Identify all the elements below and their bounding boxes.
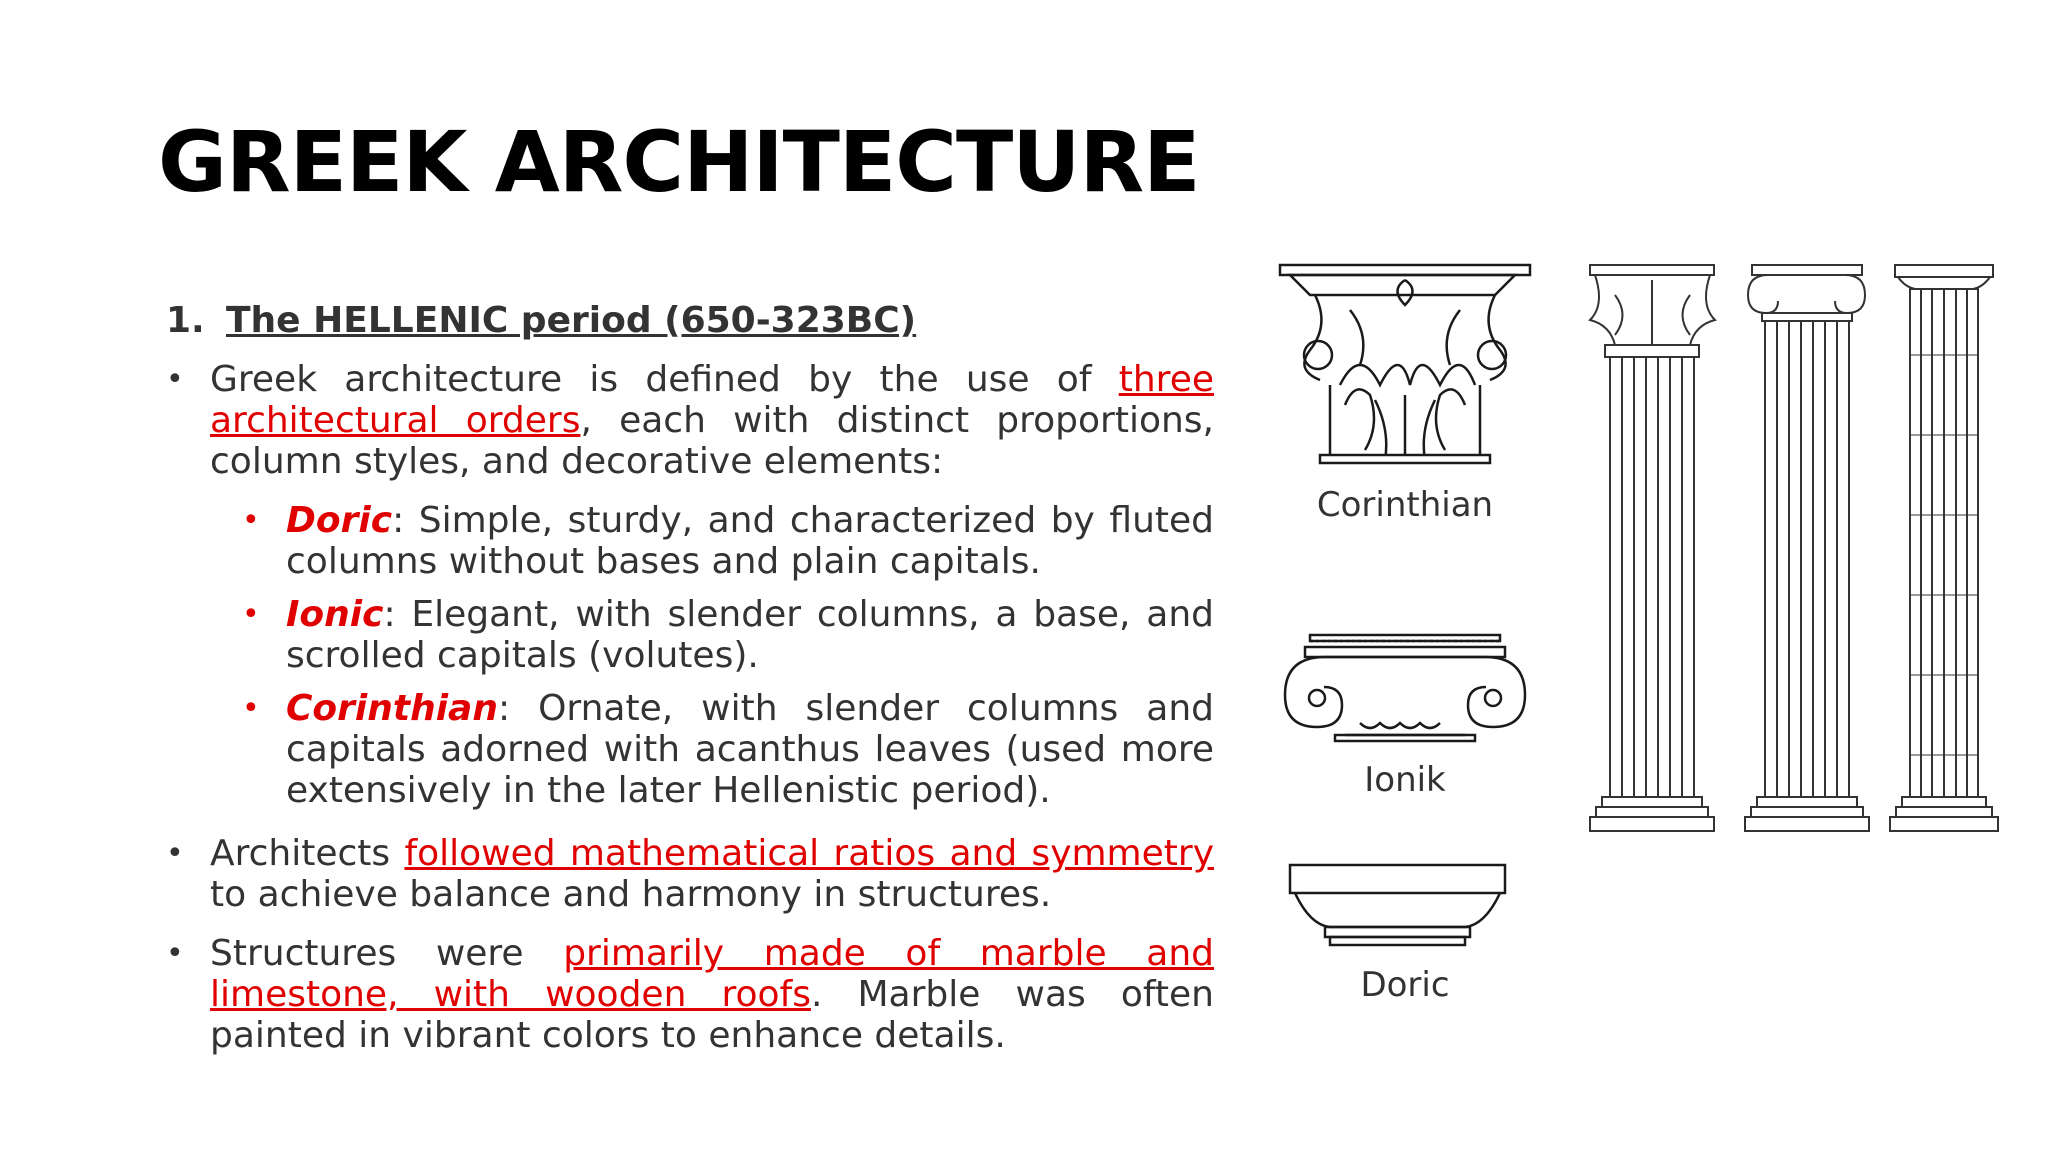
- label-doric: Doric: [1360, 965, 1450, 1005]
- highlight-text: three architectural orders: [210, 359, 1214, 441]
- label-corinthian: Corinthian: [1316, 485, 1494, 525]
- label-ionic: Ionik: [1364, 760, 1446, 800]
- order-description: : Ornate, with slender columns and capitals adorned with acanthus leaves (used more extensively in the later Hellenistic period).: [286, 688, 1214, 811]
- corinthian-capital-drawing: [1280, 265, 1530, 463]
- corinthian-column-drawing: [1590, 265, 1715, 831]
- section-heading-text: The HELLENIC period (650-323BC): [226, 300, 917, 341]
- bullet-text: Architects: [210, 833, 405, 874]
- bullet-materials: [166, 933, 1214, 1056]
- column-orders-drawing: [1270, 255, 2010, 1015]
- full-columns: [1590, 265, 1998, 831]
- section-heading: [166, 300, 1214, 341]
- sub-bullet-corinthian: [242, 688, 1214, 811]
- order-description: : Elegant, with slender columns, a base, and scrolled capitals (volutes).: [286, 594, 1214, 676]
- bullet-text: . Marble was often painted in vibrant colors to enhance details.: [210, 974, 1214, 1056]
- doric-column-drawing: [1890, 265, 1998, 831]
- bullet-text: , each with distinct proportions, column styles, and decorative elements:: [210, 400, 1214, 482]
- sub-bullet-ionic: [242, 594, 1214, 676]
- order-term: Doric: [286, 500, 393, 541]
- bullet-ratios: [166, 833, 1214, 915]
- column-orders-illustration: [1270, 255, 2010, 1015]
- order-description: : Simple, sturdy, and characterized by fluted columns without bases and plain capitals.: [286, 500, 1214, 582]
- section-number: 1.: [166, 300, 205, 341]
- doric-capital-drawing: [1290, 865, 1505, 945]
- bullet-text: to achieve balance and harmony in structures.: [210, 874, 1052, 915]
- order-term: Ionic: [286, 594, 384, 635]
- bullet-text: Greek architecture is defined by the use of: [210, 359, 1119, 400]
- ionic-column-drawing: [1745, 265, 1869, 831]
- bullet-orders: [166, 359, 1214, 482]
- highlight-text: followed mathematical ratios and symmetry: [404, 833, 1214, 874]
- sub-bullet-doric: [242, 500, 1214, 582]
- slide-title: GREEK ARCHITECTURE: [158, 113, 1200, 211]
- bullet-text: Structures were: [210, 933, 564, 974]
- slide-body: [166, 300, 1214, 1074]
- ionic-capital-drawing: [1285, 635, 1525, 741]
- highlight-text: primarily made of marble and limestone, with wooden roofs: [210, 933, 1214, 1015]
- order-term: Corinthian: [286, 688, 498, 729]
